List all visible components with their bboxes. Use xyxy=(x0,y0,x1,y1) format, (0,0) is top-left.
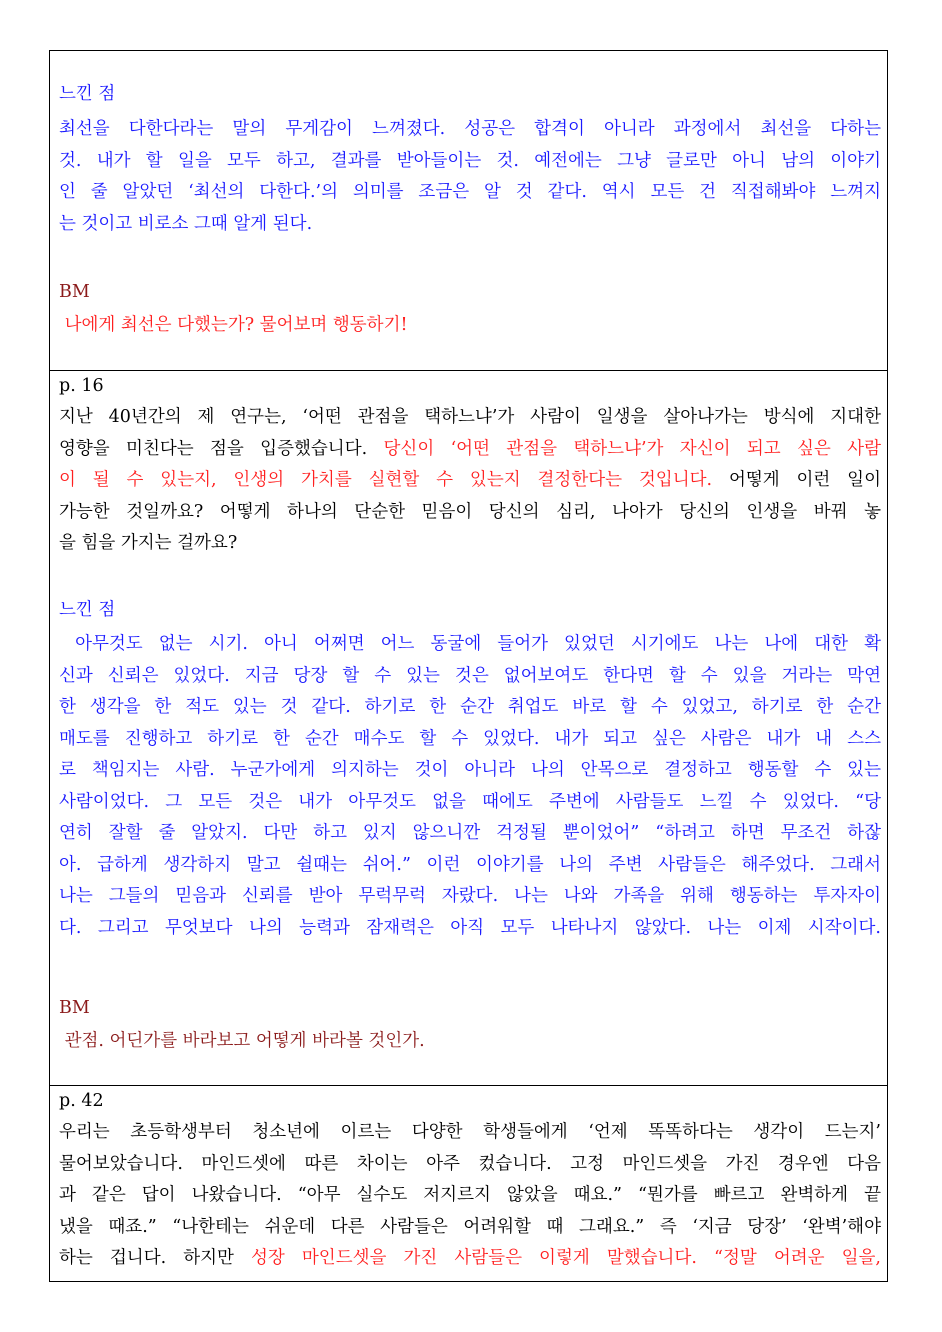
quote-line xyxy=(59,1149,881,1181)
quote-segment: 우리는 초등학생부터 청소년에 이르는 다양한 학생들에게 ‘언제 똑똑하다는 생각이 드는지’ xyxy=(59,1122,881,1142)
reflection-line: 나는 그들의 믿음과 신뢰를 받아 무럭무럭 자랐다. 나는 나와 가족을 위해 행동하는 투자자이 xyxy=(59,886,881,906)
quote-segment: 을 힘을 가지는 걸까요? xyxy=(59,533,238,553)
quote-line xyxy=(59,1212,881,1244)
quote-line xyxy=(59,528,881,560)
reflection-line: 로 책임지는 사람. 누군가에게 의지하는 것이 아니라 나의 안목으로 결정하고 행동할 수 있는 xyxy=(59,760,881,780)
quote-line xyxy=(59,1180,881,1212)
quote-segment: 과 같은 답이 나왔습니다. “아무 실수도 저지르지 않았을 때요.” “뭔가를 빠르고 완벽하게 끝 xyxy=(59,1185,881,1205)
reflection-line: 연히 잘할 줄 알았지. 다만 하고 있지 않으니깐 걱정될 뿐이었어” “하려고 하면 무조건 하잖 xyxy=(59,823,881,843)
quote-segment: 어떻게 이런 일이 xyxy=(712,470,881,490)
reflection-line: 신과 신뢰은 있었다. 지금 당장 할 수 있는 것은 없어보여도 한다면 할 수 있을 거라는 막연 xyxy=(59,665,881,686)
bm-label: BM xyxy=(59,998,90,1018)
bm-text: 나에게 최선은 다했는가? 물어보며 행동하기! xyxy=(59,315,408,335)
reflection-line: 다. 그리고 무엇보다 나의 능력과 잠재력은 아직 모두 나타나지 않았다. 나는 이제 시작이다. xyxy=(59,917,881,938)
reflection-line: 아. 급하게 생각하지 말고 쉴때는 쉬어.” 이런 이야기를 나의 주변 사람들은 해주었다. 그래서 xyxy=(59,854,881,875)
quote-segment: 이 될 수 있는지, 인생의 가치를 실현할 수 있는지 결정한다는 것입니다. xyxy=(59,470,713,490)
quote-line xyxy=(59,1117,881,1149)
quote-line xyxy=(59,497,881,529)
bm-label: BM xyxy=(59,282,90,302)
quote-segment: 가능한 것일까요? 어떻게 하나의 단순한 믿음이 당신의 심리, 나아가 당신의 인생을 바꿔 놓 xyxy=(59,501,881,522)
reflection-line: 매도를 진행하고 하기로 한 순간 매수도 할 수 있었다. 내가 되고 싶은 사람은 내가 내 스스 xyxy=(59,728,881,749)
reflection-line: 한 생각을 한 적도 있는 것 같다. 하기로 한 순간 취업도 바로 할 수 있었고, 하기로 한 순간 xyxy=(59,697,881,717)
reflection-line: 사람이었다. 그 모든 것은 내가 아무것도 없을 때에도 주변에 사람들도 느낄 수 있었다. “당 xyxy=(59,791,881,812)
reflection-line: 인 줄 알았던 ‘최선의 다한다.’의 의미를 조금은 알 것 같다. 역시 모든 건 직접해봐야 느껴지 xyxy=(59,182,881,202)
reflection-text xyxy=(59,629,881,944)
quote-line xyxy=(59,402,881,434)
quote-line xyxy=(59,465,881,497)
reflection-heading: 느낀 점 xyxy=(59,84,116,104)
reflection-line: 최선을 다한다라는 말의 무게감이 느껴졌다. 성공은 합격이 아니라 과정에서 최선을 다하는 xyxy=(59,119,881,139)
reflection-line: 는 것이고 비로소 그때 알게 된다. xyxy=(59,213,313,234)
quote-line xyxy=(59,434,881,466)
quote-segment: 냈을 때죠.” “나한테는 쉬운데 다른 사람들은 어려워할 때 그래요.” 즉 ‘지금 당장’ ‘완벽’해야 xyxy=(59,1216,881,1237)
quote-segment: 물어보았습니다. 마인드셋에 따른 차이는 아주 컸습니다. 고정 마인드셋을 가진 경우엔 다음 xyxy=(59,1153,881,1174)
quote-box-p42 xyxy=(49,1085,888,1282)
reflection-line: 아무것도 없는 시기. 아니 어쩌면 어느 동굴에 들어가 있었던 시기에도 나는 나에 대한 확 xyxy=(59,634,881,654)
reflection-box-1 xyxy=(49,50,888,371)
reflection-heading: 느낀 점 xyxy=(59,600,116,620)
quote-text xyxy=(59,402,881,560)
quote-segment: 하는 겁니다. 하지만 xyxy=(59,1248,252,1268)
reflection-line: 것. 내가 할 일을 모두 하고, 결과를 받아들이는 것. 예전에는 그냥 글로만 아니 남의 이야기 xyxy=(59,150,881,171)
quote-text xyxy=(59,1117,881,1275)
page-reference: p. 42 xyxy=(59,1091,104,1111)
quote-line xyxy=(59,1243,881,1275)
quote-segment: 당신이 ‘어떤 관점을 택하느냐’가 자신이 되고 싶은 사람 xyxy=(383,438,881,459)
quote-segment: 성장 마인드셋을 가진 사람들은 이렇게 말했습니다. “정말 어려운 일을, xyxy=(251,1248,881,1268)
quote-segment: 영향을 미친다는 점을 입증했습니다. xyxy=(59,438,384,459)
quote-segment: 지난 40년간의 제 연구는, ‘어떤 관점을 택하느냐’가 사람이 일생을 살아나가는 방식에 지대한 xyxy=(59,407,881,427)
bm-text: 관점. 어딘가를 바라보고 어떻게 바라볼 것인가. xyxy=(59,1031,425,1051)
reflection-text xyxy=(59,114,881,240)
quote-box-p16 xyxy=(49,370,888,1086)
page-reference: p. 16 xyxy=(59,376,104,396)
